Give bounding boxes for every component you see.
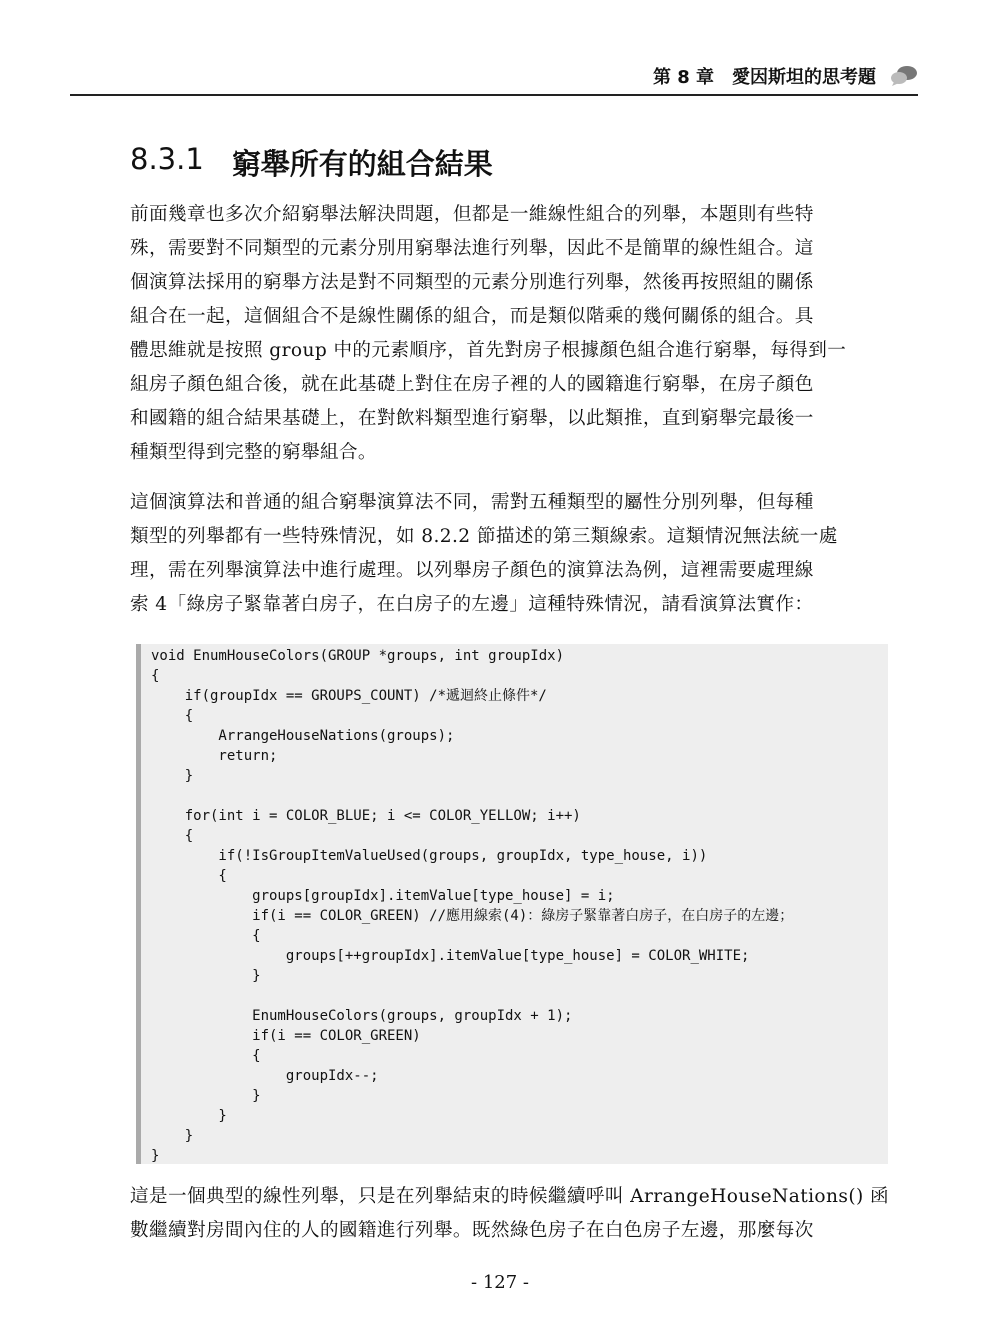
chapter-title: 第 8 章 愛因斯坦的思考題 xyxy=(652,67,876,88)
speech-bubbles-icon xyxy=(890,65,918,87)
paragraph-explanation xyxy=(130,1180,890,1248)
text-line: 組房子顏色組合後，就在此基礎上對住在房子裡的人的國籍進行窮舉，在房子顏色 xyxy=(130,374,814,395)
text-line: 種類型得到完整的窮舉組合。 xyxy=(130,442,377,463)
text-line: 前面幾章也多次介紹窮舉法解決問題，但都是一維線性組合的列舉，本題則有些特 xyxy=(130,204,814,225)
code-line: { xyxy=(151,828,194,844)
code-line: if(groupIdx == GROUPS_COUNT) /*遞迴終止條件*/ xyxy=(151,688,547,704)
code-line: { xyxy=(151,928,261,944)
code-line: void EnumHouseColors(GROUP *groups, int groupIdx) xyxy=(151,648,565,664)
code-line: if(i == COLOR_GREEN) xyxy=(151,1028,421,1044)
text-line: 這個演算法和普通的組合窮舉演算法不同，需對五種類型的屬性分別列舉，但每種 xyxy=(130,492,814,513)
text-line: 個演算法採用的窮舉方法是對不同類型的元素分別進行列舉，然後再按照組的關係 xyxy=(130,272,814,293)
section-title: 窮舉所有的組合結果 xyxy=(231,147,493,181)
text-line: 這是一個典型的線性列舉，只是在列舉結束的時候繼續呼叫 ArrangeHouseNations() 函 xyxy=(130,1186,889,1207)
text-line: 組合在一起，這個組合不是線性關係的組合，而是類似階乘的幾何關係的組合。具 xyxy=(130,306,814,327)
text-line: 和國籍的組合結果基礎上，在對飲料類型進行窮舉，以此類推，直到窮舉完最後一 xyxy=(130,408,814,429)
code-line: if(i == COLOR_GREEN) //應用線索(4)：綠房子緊靠著白房子，在白房子的左邊； xyxy=(151,908,794,924)
code-line: ArrangeHouseNations(groups); xyxy=(151,728,455,744)
code-line: { xyxy=(151,868,227,884)
code-block xyxy=(136,644,888,1164)
text-line: 理，需在列舉演算法中進行處理。以列舉房子顏色的演算法為例，這裡需要處理線 xyxy=(130,560,814,581)
code-line: for(int i = COLOR_BLUE; i <= COLOR_YELLOW; i++) xyxy=(151,808,581,824)
paragraph-algorithm xyxy=(130,486,890,622)
running-header xyxy=(70,58,918,96)
page-number: - 127 - xyxy=(471,1272,529,1293)
code-line: } xyxy=(151,768,194,784)
code-line: { xyxy=(151,668,160,684)
text-line: 類型的列舉都有一些特殊情況，如 8.2.2 節描述的第三類線索。這類情況無法統一處 xyxy=(130,526,838,547)
section-number: 8.3.1 xyxy=(130,142,204,176)
code-line: groups[groupIdx].itemValue[type_house] = i; xyxy=(151,888,615,904)
code-line: { xyxy=(151,708,194,724)
text-line: 殊，需要對不同類型的元素分別用窮舉法進行列舉，因此不是簡單的線性組合。這 xyxy=(130,238,814,259)
code-line: { xyxy=(151,1048,261,1064)
code-line: groups[++groupIdx].itemValue[type_house] = COLOR_WHITE; xyxy=(151,948,750,964)
code-line: if(!IsGroupItemValueUsed(groups, groupIdx, type_house, i)) xyxy=(151,848,708,864)
text-line: 索 4「綠房子緊靠著白房子，在白房子的左邊」這種特殊情況，請看演算法實作： xyxy=(130,594,814,615)
code-line: } xyxy=(151,1128,194,1144)
code-line xyxy=(151,786,888,806)
section-heading xyxy=(130,142,493,183)
text-line: 體思維就是按照 group 中的元素順序，首先對房子根據顏色組合進行窮舉，每得到一 xyxy=(130,340,847,361)
code-line: } xyxy=(151,1108,227,1124)
code-line: groupIdx--; xyxy=(151,1068,379,1084)
code-line: } xyxy=(151,1088,261,1104)
paragraph-intro xyxy=(130,198,890,470)
code-line: } xyxy=(151,1148,160,1164)
code-line: return; xyxy=(151,748,278,764)
code-line: EnumHouseColors(groups, groupIdx + 1); xyxy=(151,1008,573,1024)
text-line: 數繼續對房間內住的人的國籍進行列舉。既然綠色房子在白色房子左邊，那麼每次 xyxy=(130,1220,814,1241)
code-line xyxy=(151,986,888,1006)
code-line: } xyxy=(151,968,261,984)
